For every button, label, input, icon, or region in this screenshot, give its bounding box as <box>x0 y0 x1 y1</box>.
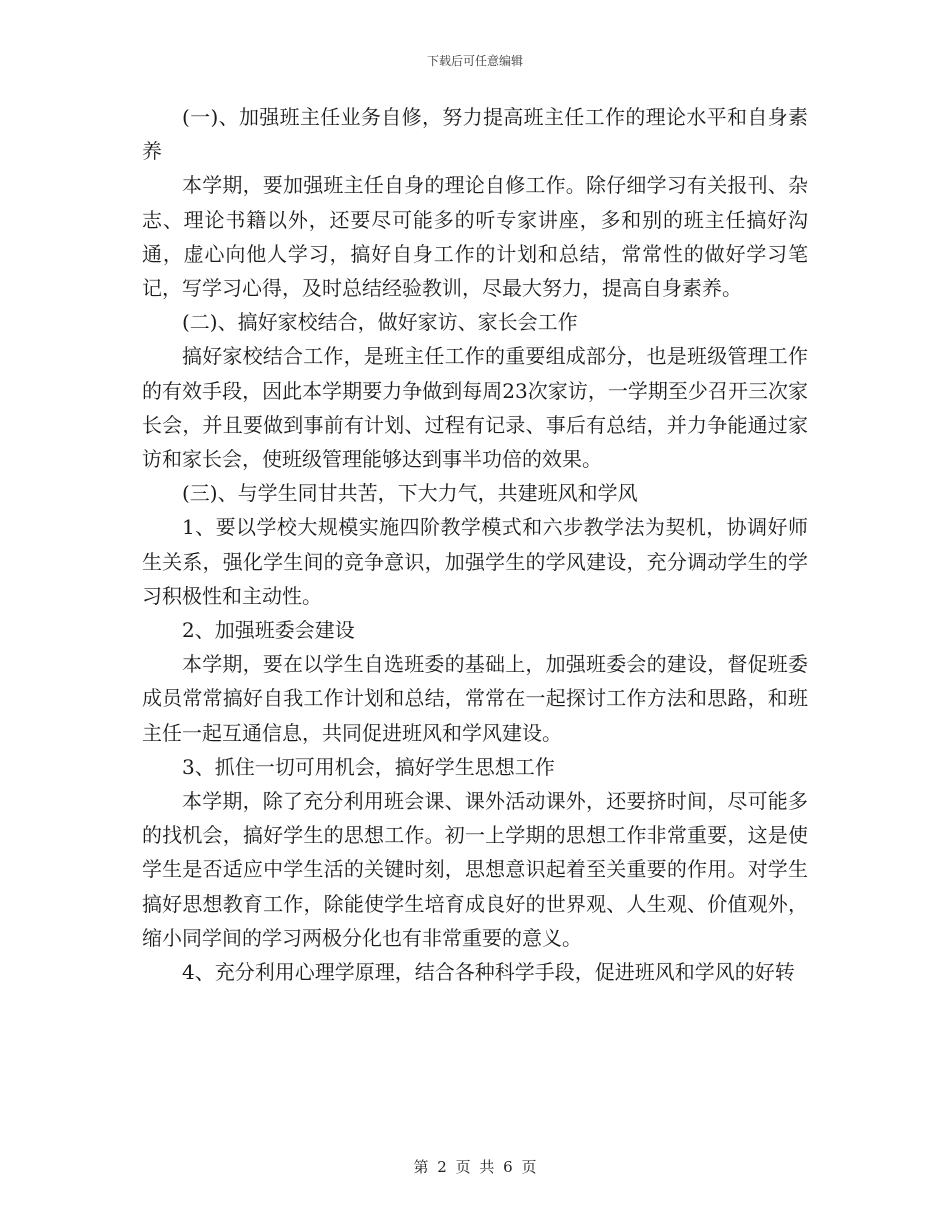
paragraph: 本学期，除了充分利用班会课、课外活动课外，还要挤时间，尽可能多的找机会，搞好学生的思想工作。初一上学期的思想工作非常重要，这是使学生是否适应中学生活的关键时刻，思想意识起着至关重要的作用。对学生搞好思想教育工作，除能使学生培育成良好的世界观、人生观、价值观外，缩小同学间的学习两极分化也有非常重要的意义。 <box>142 789 808 950</box>
paragraph: 搞好家校结合工作，是班主任工作的重要组成部分，也是班级管理工作的有效手段，因此本学期要力争做到每周23次家访，一学期至少召开三次家长会，并且要做到事前有计划、过程有记录、事后有总结，并力争能通过家访和家长会，使班级管理能够达到事半功倍的效果。 <box>142 344 808 472</box>
paragraph: 1、要以学校大规模实施四阶教学模式和六步教学法为契机，协调好师生关系，强化学生间的竞争意识，加强学生的学风建设，充分调动学生的学习积极性和主动性。 <box>142 515 808 608</box>
subheading-4: 4、充分利用心理学原理，结合各种科学手段，促进班风和学风的好转 <box>182 960 795 985</box>
section-heading-2: (二)、搞好家校结合，做好家访、家长会工作 <box>182 310 578 335</box>
section-heading-1: (一)、加强班主任业务自修，努力提高班主任工作的理论水平和自身素养 <box>142 105 808 164</box>
page-footer: 第 2 页 共 6 页 <box>413 1158 537 1176</box>
document-body <box>142 100 808 989</box>
section-heading-3: (三)、与学生同甘共苦，下大力气，共建班风和学风 <box>182 481 638 506</box>
page-header: 下载后可任意编辑 <box>426 54 523 68</box>
paragraph: 本学期，要加强班主任自身的理论自修工作。除仔细学习有关报刊、杂志、理论书籍以外，还要尽可能多的听专家讲座，多和别的班主任搞好沟通，虚心向他人学习，搞好自身工作的计划和总结，常常性的做好学习笔记，写学习心得，及时总结经验教训，尽最大努力，提高自身素养。 <box>142 173 808 301</box>
subheading-2: 2、加强班委会建设 <box>182 618 355 643</box>
subheading-3: 3、抓住一切可用机会，搞好学生思想工作 <box>182 754 555 779</box>
paragraph: 本学期，要在以学生自选班委的基础上，加强班委会的建设，督促班委成员常常搞好自我工作计划和总结，常常在一起探讨工作方法和思路，和班主任一起互通信息，共同促进班风和学风建设。 <box>142 652 808 745</box>
